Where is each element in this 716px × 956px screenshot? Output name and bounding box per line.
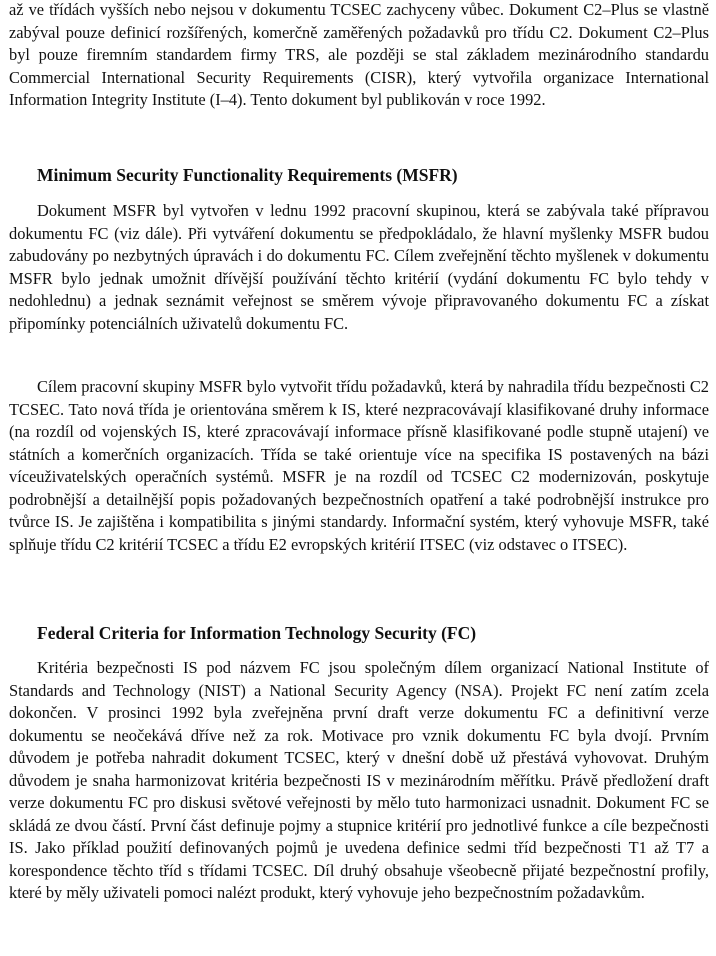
section-heading-msfr: Minimum Security Functionality Requirements (MSFR): [37, 165, 458, 185]
msfr-paragraph-2: Cílem pracovní skupiny MSFR bylo vytvořit třídu požadavků, která by nahradila třídu bezpečnosti C2 TCSEC. Tato nová třída je orientována směrem k IS, které nezpracovávají klasifikované druhy informace (na rozdíl od vojenských IS, které zpracovávají informace přísně klasifikované podle stupně utajení) ve státních a komerčních organizacích. Třída se také orientuje více na specifika IS postavených na bázi víceuživatelských operačních systémů. MSFR je na rozdíl od TCSEC C2 modernizován, poskytuje podrobnější a detailnější popis požadovaných bezpečnostních opatření a také podrobnější instrukce pro tvůrce IS. Je zajištěna i kompatibilita s jinými standardy. Informační systém, který vyhovuje MSFR, také splňuje třídu C2 kritérií TCSEC a třídu E2 evropských kritérií ITSEC (viz odstavec o ITSEC).: [9, 377, 709, 554]
msfr-paragraph-1: Dokument MSFR byl vytvořen v lednu 1992 pracovní skupinou, která se zabývala také přípravou dokumentu FC (viz dále). Při vytváření dokumentu se předpokládalo, že hlavní myšlenky MSFR budou zabudovány po nezbytných úpravách i do dokumentu FC. Cílem zveřejnění těchto myšlenek v dokumentu MSFR bylo jednak umožnit dřívější používání těchto kritérií (vydání dokumentu FC bylo tehdy v nedohlednu) a jednak seznámit veřejnost se směrem vývoje připravovaného dokumentu FC a získat připomínky potenciálních uživatelů dokumentu FC.: [9, 201, 709, 333]
fc-paragraph-1: Kritéria bezpečnosti IS pod názvem FC jsou společným dílem organizací National Institute of Standards and Technology (NIST) a National Security Agency (NSA). Projekt FC není zatím zcela dokončen. V prosinci 1992 byla zveřejněna první draft verze dokumentu FC a definitivní verze dokumentu se neočekává dříve než za rok. Motivace pro vznik dokumentu FC byla dvojí. Prvním důvodem je potřeba nahradit dokument TCSEC, který v dnešní době už přestává vyhovovat. Druhým důvodem je snaha harmonizovat kritéria bezpečnosti IS v mezinárodním měřítku. Právě předložení draft verze dokumentu FC pro diskusi světové veřejnosti by mělo tuto harmonizaci usnadnit. Dokument FC se skládá ze dvou částí. První část definuje pojmy a stupnice kritérií pro jednotlivé funkce a cíle bezpečnosti IS. Jako příklad použití definovaných pojmů je uvedena definice sedmi tříd bezpečnosti T1 až T7 a korespondence těchto tříd s třídami TCSEC. Díl druhý obsahuje všeobecně přijaté bezpečnostní profily, které by měly uživateli pomoci nalézt produkt, který vyhovuje jeho bezpečnostním požadavkům.: [9, 658, 709, 902]
section-heading-fc: Federal Criteria for Information Technology Security (FC): [37, 623, 477, 643]
intro-paragraph: až ve třídách vyšších nebo nejsou v dokumentu TCSEC zachyceny vůbec. Dokument C2–Plus se vlastně zabýval pouze definicí rozšířených, komerčně zaměřených požadavků pro třídu C2. Dokument C2–Plus byl pouze firemním standardem firmy TRS, ale později se stal základem mezinárodního standardu Commercial International Security Requirements (CISR), který vytvořila organizace International Information Integrity Institute (I–4). Tento dokument byl publikován v roce 1992.: [9, 0, 709, 109]
